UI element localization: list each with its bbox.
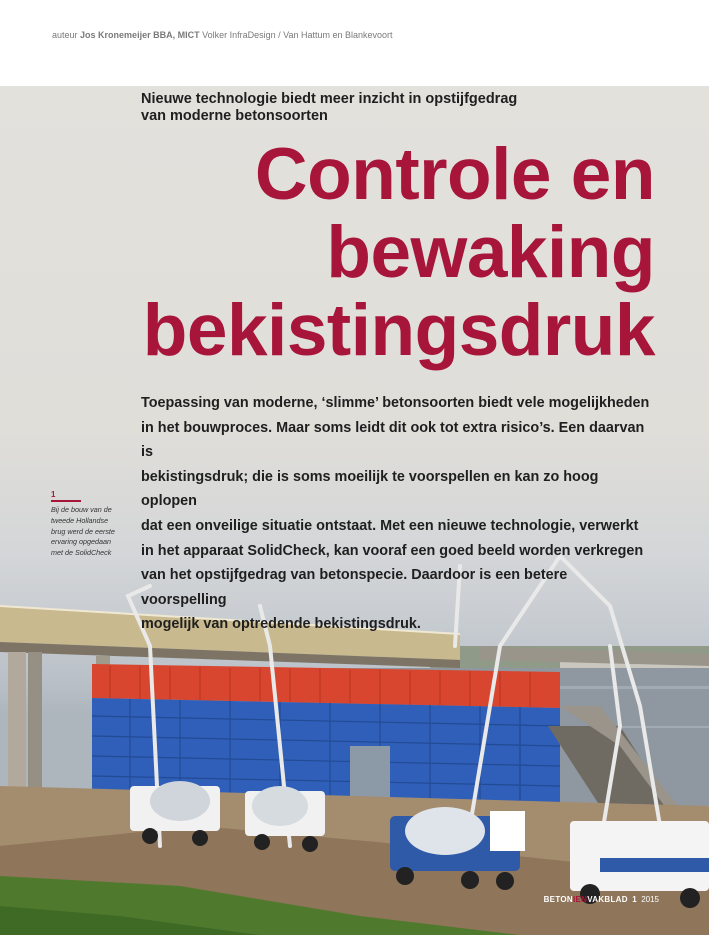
title-line-3: bekistingsdruk (142, 290, 655, 371)
author-line (52, 30, 393, 40)
caption-line: met de SolidCheck (51, 548, 112, 558)
article-title (143, 136, 655, 370)
intro-line: in het bouwproces. Maar soms leidt dit ook tot extra risico’s. Een daarvan is (141, 419, 645, 461)
intro-line: in het apparaat SolidCheck, kan vooraf een goed beeld worden verkregen (141, 542, 644, 559)
caption-rule (51, 500, 81, 502)
title-line-1: Controle en (254, 134, 655, 215)
issue-year: 2015 (641, 895, 659, 904)
intro-line: Toepassing van moderne, ‘slimme’ betonsoorten biedt vele mogelijkheden (141, 395, 650, 411)
intro-line: mogelijk van optredende bekistingsdruk. (141, 616, 421, 633)
title-line-2: bewaking (326, 212, 655, 293)
author-label: auteur (52, 30, 78, 40)
intro-line: bekistingsdruk; die is soms moeilijk te voorspellen en kan zo hoog oplopen (141, 468, 599, 510)
author-affiliation: Volker InfraDesign / Van Hattum en Blankevoort (202, 30, 393, 40)
caption-line: brug werd de eerste (51, 526, 115, 536)
caption-line: ervaring opgedaan (51, 537, 111, 547)
article-subtitle (141, 91, 621, 125)
photo-caption (51, 491, 131, 559)
caption-text (51, 505, 131, 559)
subtitle-line-1: Nieuwe technologie biedt meer inzicht in opstijfgedrag (141, 91, 518, 107)
caption-line: tweede Hollandse (51, 515, 109, 525)
intro-line: dat een onveilige situatie ontstaat. Met een nieuwe technologie, verwerkt (141, 517, 639, 534)
article-intro (141, 391, 656, 637)
issue-number: 1 (632, 895, 637, 904)
caption-line: Bij de bouw van de (51, 505, 112, 514)
intro-line: van het opstijfgedrag van betonspecie. Daardoor is een betere voorspelling (141, 567, 568, 608)
subtitle-line-2: van moderne betonsoorten (141, 108, 328, 124)
magazine-name: BETONIENVAKBLAD (543, 895, 628, 904)
page-footer (544, 895, 659, 904)
caption-number: 1 (51, 490, 56, 499)
author-name: Jos Kronemeijer BBA, MICT (80, 30, 200, 40)
